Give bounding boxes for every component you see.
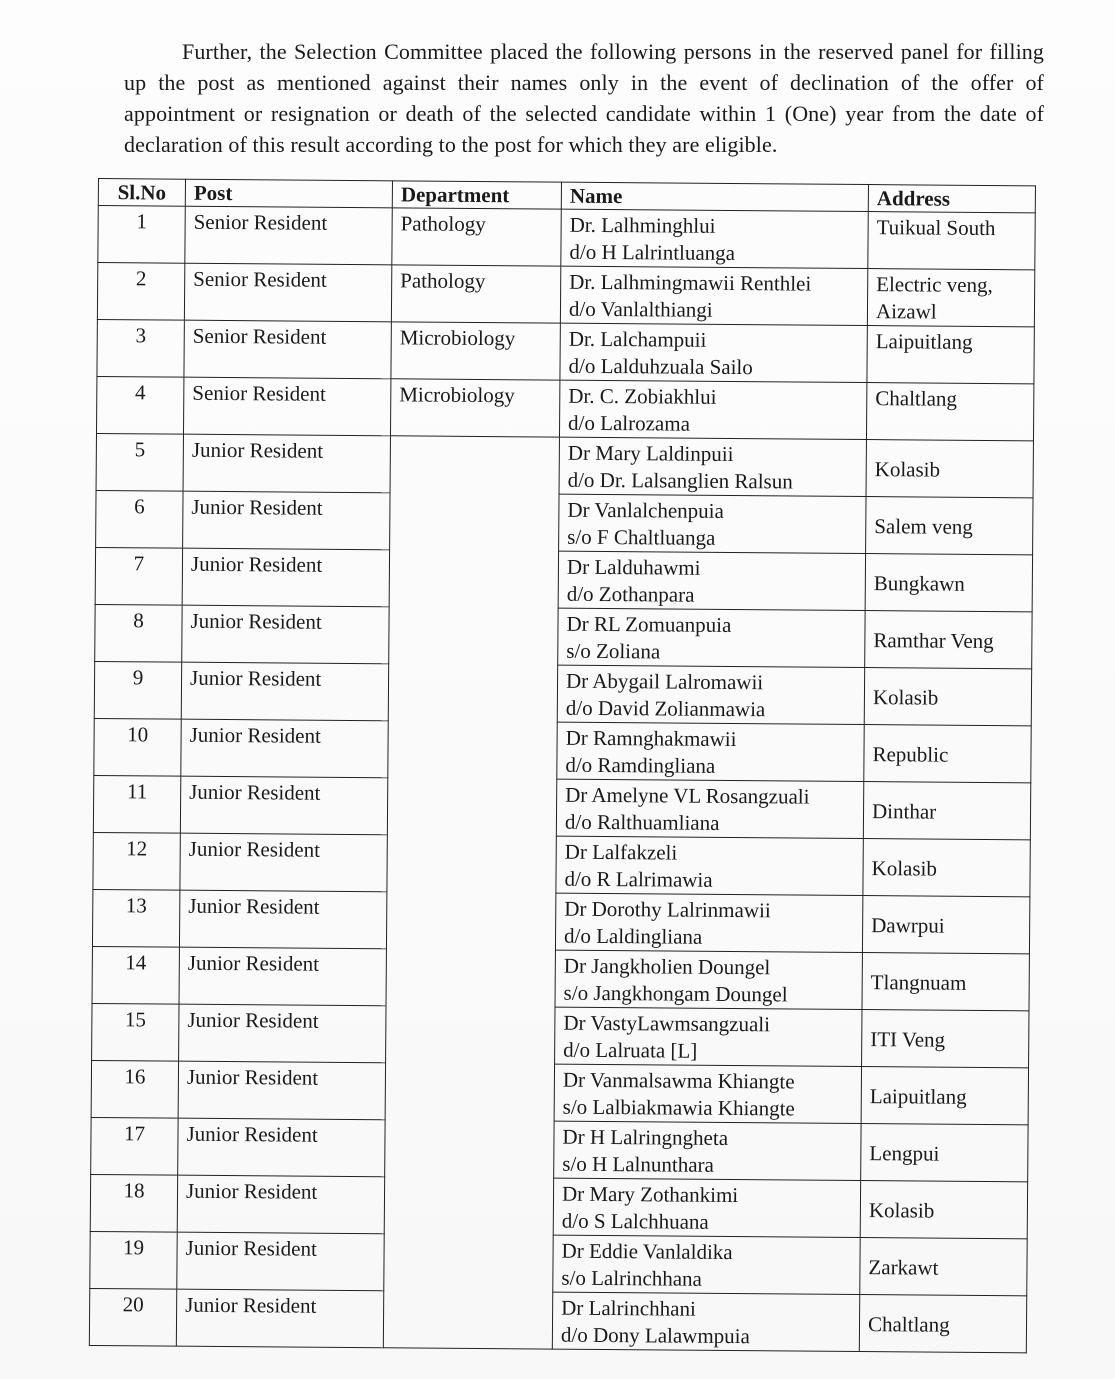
cell-post: Junior Resident [179, 947, 386, 1006]
cell-department: Microbiology [390, 379, 559, 437]
table-row [97, 319, 1034, 383]
candidate-relation: d/o Ralthuamliana [564, 809, 720, 835]
cell-department: Microbiology [391, 322, 560, 380]
candidate-relation: d/o Lalruata [L] [563, 1037, 698, 1063]
header-address: Address [868, 185, 1035, 213]
candidate-relation: s/o Jangkhongam Doungel [563, 980, 788, 1007]
candidate-name: Dr Mary Zothankimi [561, 1181, 739, 1208]
table-row [91, 1117, 1028, 1181]
candidate-relation: d/o Lalrozama [567, 410, 691, 436]
cell-post: Senior Resident [184, 263, 391, 322]
cell-address: Kolasib [866, 440, 1033, 498]
candidate-name: Dr VastyLawmsangzuali [563, 1010, 771, 1037]
intro-text: Further, the Selection Committee placed the following persons in the reserved panel for filling up the post as mentioned against their names only in the event of declination of the offer of appointment or resignation or death of the selected candidate within 1 (One) year from the date of declaration of this result according to the post for which they are eligible. [124, 39, 1044, 157]
cell-address: Salem veng [866, 497, 1033, 555]
cell-post: Junior Resident [183, 491, 390, 550]
cell-post: Junior Resident [179, 1004, 386, 1063]
cell-sl-no: 14 [92, 946, 179, 1004]
cell-address: Tuikual South [868, 212, 1035, 270]
cell-sl-no: 7 [95, 547, 182, 605]
cell-name [554, 1064, 861, 1123]
cell-address: Laipuitlang [867, 326, 1034, 384]
cell-address: Dinthar [863, 782, 1030, 840]
candidate-relation: d/o S Lalchhuana [561, 1208, 709, 1234]
cell-name [555, 1007, 862, 1066]
header-post: Post [185, 179, 392, 208]
header-sl-no: Sl.No [98, 179, 185, 207]
cell-post: Junior Resident [182, 548, 389, 607]
cell-post: Junior Resident [183, 434, 390, 493]
cell-name [558, 608, 865, 667]
cell-sl-no: 4 [96, 376, 183, 434]
cell-post: Junior Resident [177, 1175, 384, 1234]
cell-address: Lengpui [861, 1124, 1028, 1182]
candidate-name: Dr Jangkholien Doungel [563, 953, 771, 980]
candidate-relation: d/o R Lalrimawia [564, 866, 713, 892]
cell-address: Kolasib [860, 1181, 1027, 1239]
candidate-relation: s/o H Lalnunthara [562, 1151, 714, 1177]
table-row [96, 376, 1033, 440]
cell-sl-no: 2 [97, 263, 184, 321]
cell-address: Laipuitlang [861, 1067, 1028, 1125]
candidate-name: Dr. Lalhmingmawii Renthlei [569, 269, 812, 296]
candidate-relation: d/o Ramdingliana [565, 752, 716, 778]
candidate-relation: d/o Dr. Lalsanglien Ralsun [567, 467, 793, 494]
candidate-relation: s/o Lalrinchhana [561, 1265, 702, 1291]
cell-sl-no: 20 [89, 1288, 176, 1346]
candidate-name: Dr. C. Zobiakhlui [568, 383, 717, 409]
cell-name [557, 722, 864, 781]
cell-address: Electric veng, Aizawl [867, 269, 1034, 327]
cell-name [557, 665, 864, 724]
candidate-name: Dr. Lalhminghlui [569, 212, 716, 238]
candidate-relation: d/o Laldingliana [563, 923, 703, 949]
candidate-name: Dr RL Zomuanpuia [566, 611, 732, 637]
cell-post: Junior Resident [179, 890, 386, 949]
candidate-name: Dr Eddie Vanlaldika [561, 1238, 733, 1265]
table-row [91, 1060, 1028, 1124]
cell-address: ITI Veng [862, 1010, 1029, 1068]
cell-address: Tlangnuam [862, 953, 1029, 1011]
table-body [89, 206, 1035, 1353]
cell-sl-no: 3 [97, 319, 184, 377]
cell-name [553, 1235, 860, 1294]
cell-name [556, 779, 863, 838]
cell-sl-no: 16 [91, 1060, 178, 1118]
table-row [89, 1288, 1026, 1352]
cell-sl-no: 17 [91, 1117, 178, 1175]
table-row [96, 433, 1033, 497]
cell-address: Ramthar Veng [865, 611, 1032, 669]
cell-post: Junior Resident [181, 719, 388, 778]
candidate-relation: d/o Vanlalthiangi [568, 296, 713, 322]
intro-paragraph [124, 36, 1044, 160]
cell-sl-no: 6 [96, 490, 183, 548]
cell-post: Senior Resident [185, 206, 392, 265]
cell-address: Zarkawt [860, 1238, 1027, 1296]
cell-post: Junior Resident [178, 1118, 385, 1177]
cell-sl-no: 8 [95, 604, 182, 662]
cell-department-blank [383, 436, 559, 1349]
cell-name [560, 323, 867, 382]
cell-name [558, 551, 865, 610]
cell-sl-no: 19 [90, 1231, 177, 1289]
cell-post: Junior Resident [182, 605, 389, 664]
cell-post: Junior Resident [177, 1232, 384, 1291]
candidate-name: Dr Vanlalchenpuia [567, 497, 724, 523]
cell-name [555, 950, 862, 1009]
candidate-name: Dr Vanmalsawma Khiangte [562, 1067, 795, 1094]
cell-sl-no: 11 [93, 775, 180, 833]
table-row [95, 547, 1032, 611]
candidate-relation: s/o Lalbiakmawia Khiangte [562, 1094, 795, 1121]
header-department: Department [392, 181, 561, 209]
cell-department: Pathology [392, 208, 561, 266]
cell-address: Kolasib [863, 839, 1030, 897]
candidate-name: Dr Mary Laldinpuii [567, 440, 734, 466]
candidate-relation: d/o Dony Lalawmpuia [560, 1322, 750, 1349]
table-row [94, 661, 1031, 725]
cell-sl-no: 15 [92, 1003, 179, 1061]
cell-post: Junior Resident [178, 1061, 385, 1120]
cell-name [555, 893, 862, 952]
cell-address: Dawrpui [862, 896, 1029, 954]
cell-name [561, 209, 868, 268]
table-row [96, 490, 1033, 554]
reserved-panel-table [89, 178, 1036, 1353]
candidate-name: Dr Lalrinchhani [561, 1295, 696, 1321]
cell-post: Senior Resident [184, 320, 391, 379]
cell-address: Bungkawn [865, 554, 1032, 612]
candidate-name: Dr Abygail Lalromawii [565, 668, 764, 695]
candidate-name: Dr. Lalchampuii [568, 326, 707, 352]
table-row [92, 946, 1029, 1010]
candidate-relation: d/o H Lalrintluanga [569, 239, 736, 266]
cell-sl-no: 13 [92, 889, 179, 947]
cell-department: Pathology [391, 265, 560, 323]
table-row [97, 263, 1034, 327]
cell-post: Junior Resident [181, 662, 388, 721]
cell-name [554, 1121, 861, 1180]
cell-name [559, 380, 866, 439]
table-row [90, 1174, 1027, 1238]
cell-sl-no: 12 [93, 832, 180, 890]
cell-sl-no: 10 [94, 718, 181, 776]
candidate-relation: d/o David Zolianmawia [565, 695, 766, 722]
cell-post: Senior Resident [183, 377, 390, 436]
cell-sl-no: 5 [96, 433, 183, 491]
cell-name [559, 494, 866, 553]
table-row [93, 832, 1030, 896]
header-name: Name [561, 182, 868, 211]
candidate-name: Dr Amelyne VL Rosangzuali [565, 782, 810, 809]
table-row [93, 775, 1030, 839]
cell-post: Junior Resident [180, 776, 387, 835]
table-row [90, 1231, 1027, 1295]
candidate-relation: d/o Zothanpara [566, 581, 695, 607]
cell-sl-no: 9 [94, 661, 181, 719]
cell-name [552, 1292, 859, 1351]
table-row [92, 889, 1029, 953]
cell-sl-no: 1 [98, 206, 185, 264]
candidate-relation: s/o F Chaltluanga [567, 524, 716, 550]
cell-name [553, 1178, 860, 1237]
table-row [92, 1003, 1029, 1067]
cell-post: Junior Resident [176, 1289, 383, 1348]
cell-address: Chaltlang [859, 1295, 1026, 1353]
candidate-name: Dr Dorothy Lalrinmawii [564, 896, 771, 923]
table-row [94, 718, 1031, 782]
cell-name [559, 437, 866, 496]
cell-address: Republic [864, 725, 1031, 783]
candidate-relation: s/o Zoliana [566, 638, 661, 664]
table-row [98, 206, 1035, 270]
cell-name [560, 266, 867, 325]
cell-address: Kolasib [864, 668, 1031, 726]
table-row [95, 604, 1032, 668]
cell-sl-no: 18 [90, 1174, 177, 1232]
candidate-name: Dr Ramnghakmawii [565, 725, 737, 752]
candidate-name: Dr Lalfakzeli [564, 839, 678, 865]
candidate-name: Dr Lalduhawmi [566, 554, 701, 580]
candidate-name: Dr H Lalringngheta [562, 1124, 729, 1150]
cell-post: Junior Resident [180, 833, 387, 892]
cell-name [556, 836, 863, 895]
cell-address: Chaltlang [866, 383, 1033, 441]
candidate-relation: d/o Lalduhzuala Sailo [568, 353, 753, 380]
